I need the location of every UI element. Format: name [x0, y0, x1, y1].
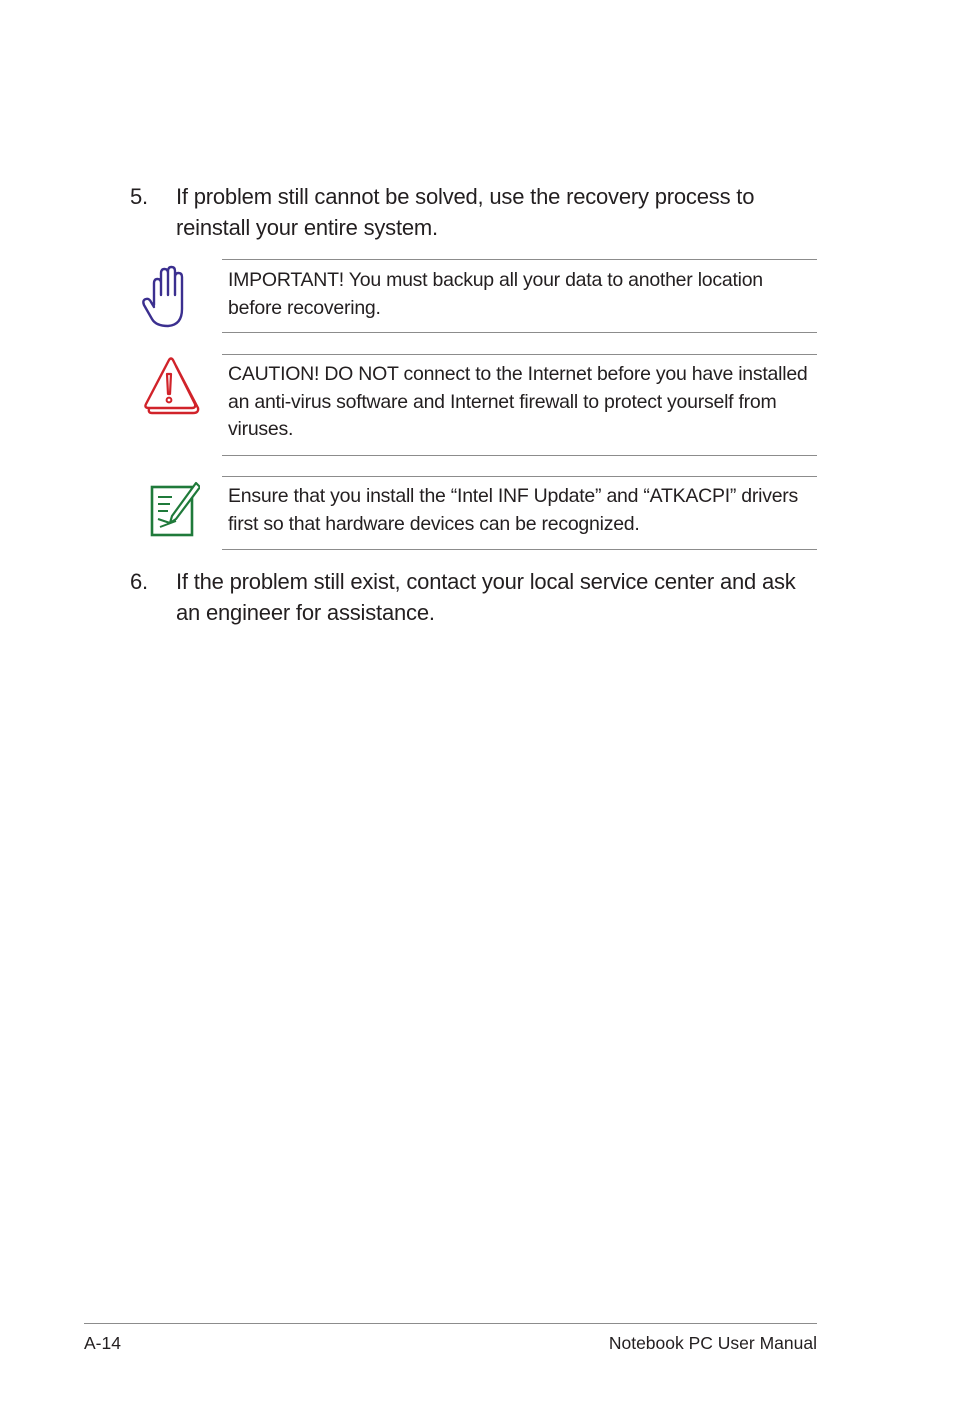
note-notice-text: Ensure that you install the “Intel INF Update” and “ATKACPI” drivers first so that hardware devices can be recognized.	[228, 485, 799, 535]
important-notice-box	[222, 259, 817, 333]
caution-notice	[140, 354, 817, 456]
raised-hand-icon	[140, 265, 194, 329]
caution-notice-text: CAUTION! DO NOT connect to the Internet before you have installed an anti-virus software and Internet firewall to protect yourself from viruses.	[228, 363, 808, 440]
step-6	[130, 566, 820, 630]
step-5	[130, 181, 820, 245]
note-notice-box	[222, 476, 817, 550]
manual-title: Notebook PC User Manual	[608, 1333, 817, 1353]
caution-notice-box	[222, 354, 817, 456]
important-notice	[140, 259, 817, 333]
footer-divider	[84, 1323, 817, 1324]
note-pencil-icon	[140, 479, 200, 539]
warning-triangle-icon	[140, 356, 200, 418]
important-notice-text: IMPORTANT! You must backup all your data to another location before recovering.	[228, 269, 763, 319]
page-number: A-14	[84, 1333, 121, 1353]
step-number: 6.	[130, 569, 148, 594]
step-text: If problem still cannot be solved, use the recovery process to reinstall your entire system.	[176, 184, 755, 240]
step-number: 5.	[130, 184, 148, 209]
note-notice	[140, 476, 817, 550]
step-text: If the problem still exist, contact your local service center and ask an engineer for assistance.	[176, 569, 796, 625]
